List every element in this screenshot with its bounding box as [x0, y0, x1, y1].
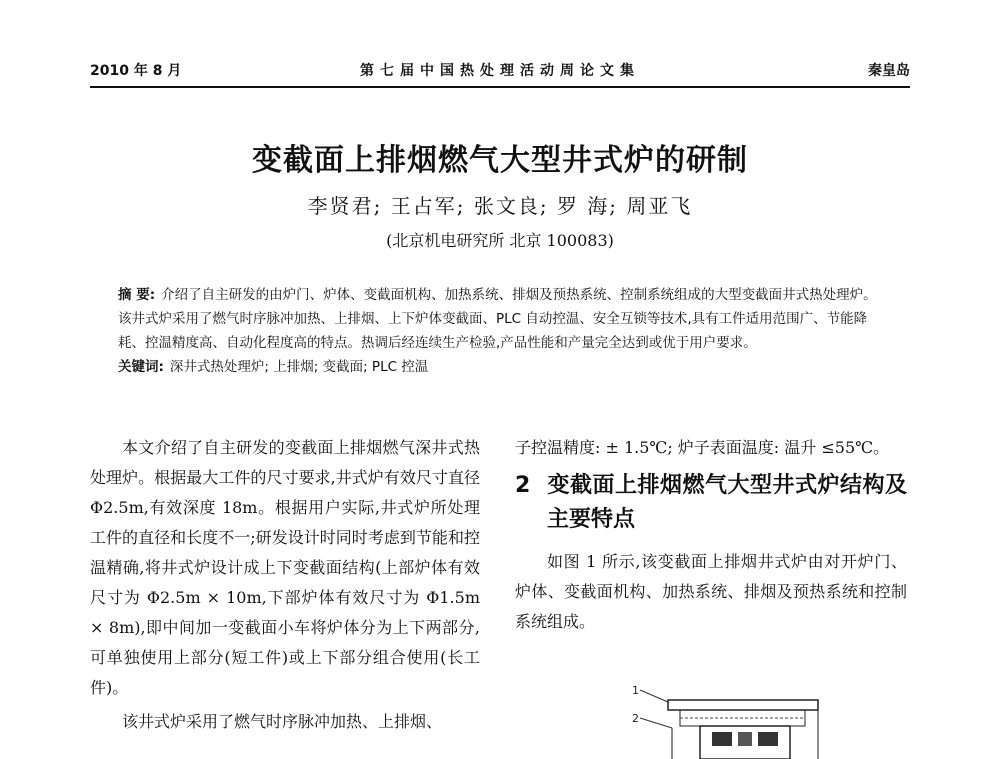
body-column-right: [515, 433, 907, 641]
paper-affiliation: (北京机电研究所 北京 100083): [386, 231, 614, 250]
figure-label-1: 1: [632, 684, 639, 697]
keywords-line: [118, 355, 878, 379]
section-title: 变截面上排烟燃气大型井式炉结构及主要特点: [547, 473, 907, 532]
header-rule: [90, 86, 910, 88]
body-paragraph-continued: 子控温精度: ± 1.5℃; 炉子表面温度: 温升 ≤55℃。: [515, 438, 890, 457]
keywords-label: 关键词:: [118, 359, 164, 375]
body-paragraph-2: 该井式炉采用了燃气时序脉冲加热、上排烟、: [122, 712, 443, 731]
paper-title: 变截面上排烟燃气大型井式炉的研制: [252, 143, 748, 178]
body-paragraph-3: 如图 1 所示,该变截面上排烟井式炉由对开炉门、炉体、变截面机构、加热系统、排烟及预热系统和控制系统组成。: [515, 552, 907, 631]
abstract-label: 摘 要:: [118, 287, 156, 303]
body-column-left: [90, 433, 480, 741]
header-date: 2010 年 8 月: [90, 63, 182, 79]
abstract-block: [118, 283, 878, 379]
abstract-paragraph: [118, 283, 878, 355]
figure-1-drawing: [620, 680, 830, 759]
header-proceedings: 第七届中国热处理活动周论文集: [360, 63, 640, 79]
header-location: 秦皇岛: [868, 63, 910, 79]
running-header: [90, 60, 910, 84]
body-paragraph-1: 本文介绍了自主研发的变截面上排烟燃气深井式热处理炉。根据最大工件的尺寸要求,井式炉有效尺寸直径 Φ2.5m,有效深度 18m。根据用户实际,井式炉所处理工件的直径和长度不一;研发设计时同时考虑到节能和控温精确,将井式炉设计成上下变截面结构(上部炉体有效尺寸为 Φ2.5m × 10m,下部炉体有效尺寸为 Φ1.5m × 8m),即中间加一变截面小车将炉体分为上下两部分,可单独使用上部分(短工件)或上下部分组合使用(长工件)。: [90, 438, 480, 697]
figure-label-2: 2: [632, 712, 639, 725]
paper-authors: 李贤君; 王占军; 张文良; 罗 海; 周亚飞: [307, 194, 693, 218]
section-number: 2: [515, 473, 531, 498]
abstract-text: 介绍了自主研发的由炉门、炉体、变截面机构、加热系统、排烟及预热系统、控制系统组成的大型变截面井式热处理炉。该井式炉采用了燃气时序脉冲加热、上排烟、上下炉体变截面、PLC 自动控温、安全互锁等技术,具有工件适用范围广、节能降耗、控温精度高、自动化程度高的特点。热调后经连续生产检验,产品性能和产量完全达到或优于用户要求。: [118, 287, 877, 351]
section-heading: [515, 469, 907, 537]
keywords-text: 深井式热处理炉; 上排烟; 变截面; PLC 控温: [169, 359, 429, 375]
